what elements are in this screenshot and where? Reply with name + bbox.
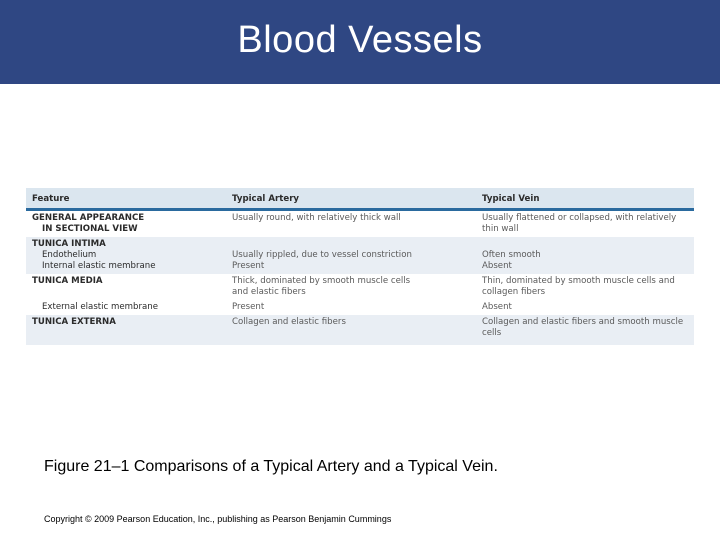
table-row [26,210,694,238]
vein-value: Often smooth [482,250,541,260]
sub-feature-label: Internal elastic membrane [42,261,156,271]
sub-feature-label: Endothelium [42,250,97,260]
feature-label: TUNICA MEDIA [32,276,103,286]
header-feature: Feature [26,188,226,210]
feature-label: TUNICA EXTERNA [32,317,116,327]
header-vein: Typical Vein [476,188,694,210]
artery-cell [226,237,476,274]
table-row [26,315,694,345]
feature-cell [26,300,226,315]
artery-vein-table [26,188,694,345]
feature-cell [26,237,226,274]
artery-cell: Collagen and elastic fibers [226,315,476,345]
table-row [26,237,694,274]
figure-caption: Figure 21–1 Comparisons of a Typical Artery and a Typical Vein. [44,458,498,475]
table-row [26,300,694,315]
copyright-notice: Copyright © 2009 Pearson Education, Inc., publishing as Pearson Benjamin Cummings [44,514,392,524]
vein-cell: Usually flattened or collapsed, with relatively thin wall [476,210,694,238]
artery-cell: Usually round, with relatively thick wall [226,210,476,238]
vein-cell [476,237,694,274]
vein-value: Absent [482,261,512,271]
artery-cell: Thick, dominated by smooth muscle cells and elastic fibers [226,274,476,300]
vein-cell: Absent [476,300,694,315]
feature-cell [26,274,226,300]
artery-value: Present [232,261,265,271]
feature-cell [26,210,226,238]
table-row [26,274,694,300]
comparison-table [26,188,694,359]
feature-label: TUNICA INTIMA [32,239,106,249]
artery-cell: Present [226,300,476,315]
header-artery: Typical Artery [226,188,476,210]
artery-value: Usually rippled, due to vessel constriction [232,250,412,260]
vein-cell: Collagen and elastic fibers and smooth muscle cells [476,315,694,345]
feature-label-line2: IN SECTIONAL VIEW [42,224,138,234]
title-bar [0,0,720,84]
slide-title: Blood Vessels [237,18,483,61]
vein-cell: Thin, dominated by smooth muscle cells and collagen fibers [476,274,694,300]
sub-feature-label: External elastic membrane [42,302,159,312]
table-header-row [26,188,694,210]
feature-label: GENERAL APPEARANCE [32,213,145,223]
feature-cell [26,315,226,345]
